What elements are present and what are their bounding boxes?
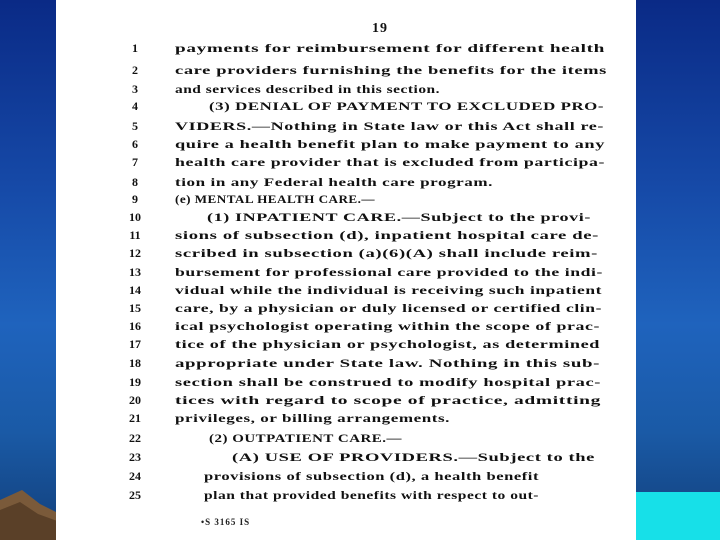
line-number: 3: [132, 82, 138, 96]
line-number: 11: [129, 228, 141, 242]
line-text: payments for reimbursement for different health: [175, 41, 605, 55]
line-number: 5: [132, 119, 138, 133]
line-text: (2) OUTPATIENT CARE.—: [209, 431, 402, 445]
line-number: 23: [129, 450, 141, 464]
line-number: 22: [129, 431, 141, 445]
line-number: 20: [129, 393, 141, 407]
line-text: (1) INPATIENT CARE.—Subject to the provi-: [207, 210, 591, 224]
document-page: [56, 0, 636, 540]
line-number: 4: [132, 99, 138, 113]
line-text: appropriate under State law. Nothing in this sub-: [175, 356, 600, 370]
line-text: ical psychologist operating within the scope of prac-: [175, 319, 600, 333]
line-number: 8: [132, 175, 138, 189]
line-number: 1: [132, 41, 138, 55]
line-text: health care provider that is excluded from participa-: [175, 155, 605, 169]
line-text: vidual while the individual is receiving such inpatient: [175, 283, 602, 297]
line-text: (3) DENIAL OF PAYMENT TO EXCLUDED PRO-: [209, 99, 604, 113]
document-footer-code: •S 3165 IS: [201, 517, 251, 527]
page-number: 19: [372, 21, 388, 36]
line-text: quire a health benefit plan to make payment to any: [175, 137, 605, 151]
line-number: 17: [129, 337, 141, 351]
line-text: plan that provided benefits with respect to out-: [204, 488, 539, 502]
line-text: tion in any Federal health care program.: [175, 175, 493, 189]
line-text: provisions of subsection (d), a health benefit: [204, 469, 539, 483]
line-text: bursement for professional care provided to the indi-: [175, 265, 603, 279]
line-number: 7: [132, 155, 138, 169]
line-number: 18: [129, 356, 141, 370]
mountain-decoration: [0, 470, 60, 540]
line-text: care providers furnishing the benefits for the items: [175, 63, 607, 77]
line-number: 14: [129, 283, 141, 297]
line-number: 6: [132, 137, 138, 151]
line-number: 19: [129, 375, 141, 389]
line-text: (A) USE OF PROVIDERS.—Subject to the: [232, 450, 595, 464]
line-text: (e) MENTAL HEALTH CARE.—: [175, 192, 375, 206]
line-number: 13: [129, 265, 141, 279]
line-text: sions of subsection (d), inpatient hospital care de-: [175, 228, 599, 242]
line-number: 21: [129, 411, 141, 425]
line-text: VIDERS.—Nothing in State law or this Act shall re-: [175, 119, 604, 133]
line-number: 25: [129, 488, 141, 502]
line-number: 10: [129, 210, 141, 224]
line-number: 16: [129, 319, 141, 333]
line-text: tices with regard to scope of practice, admitting: [175, 393, 601, 407]
line-number: 24: [129, 469, 141, 483]
line-number: 9: [132, 192, 138, 206]
line-number: 2: [132, 63, 138, 77]
line-text: tice of the physician or psychologist, as determined: [175, 337, 600, 351]
line-text: and services described in this section.: [175, 82, 440, 96]
line-text: privileges, or billing arrangements.: [175, 411, 450, 425]
teal-bar-decoration: [632, 492, 720, 540]
line-text: scribed in subsection (a)(6)(A) shall include reim-: [175, 246, 598, 260]
line-number: 12: [129, 246, 141, 260]
line-text: care, by a physician or duly licensed or certified clin-: [175, 301, 602, 315]
line-text: section shall be construed to modify hospital prac-: [175, 375, 601, 389]
line-number: 15: [129, 301, 141, 315]
